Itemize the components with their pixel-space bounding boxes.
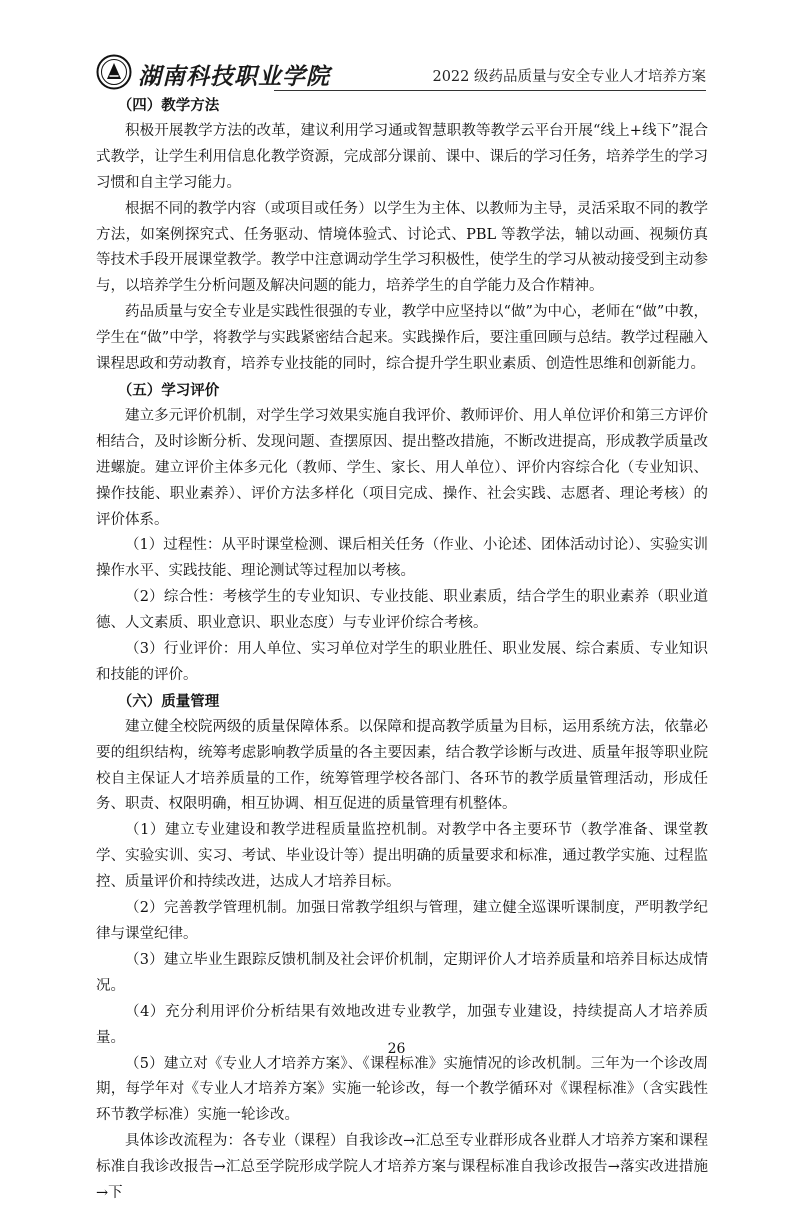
header-divider: [274, 90, 706, 91]
paragraph: 药品质量与安全专业是实践性很强的专业，教学中应坚持以“做”为中心，老师在“做”中教，学生在“做”中学，将教学与实践紧密结合起来。实践操作后，要注重回顾与总结。教学过程融入课程思政和劳动教育，培养专业技能的同时，综合提升学生职业素质、创造性思维和创新能力。: [96, 304, 708, 373]
college-logo-icon: [96, 54, 132, 90]
section-heading-learning-evaluation: （五）学习评价: [117, 381, 220, 399]
section-heading-teaching-methods: （四）教学方法: [117, 97, 220, 114]
document-title: 2022 级药品质量与安全专业人才培养方案: [432, 69, 706, 85]
paragraph: （3）行业评价：用人单位、实习单位对学生的职业胜任、职业发展、综合素质、专业知识和技能的评价。: [96, 641, 708, 683]
page-body: [96, 93, 708, 1207]
paragraph: 积极开展教学方法的改革，建议利用学习通或智慧职教等教学云平台开展“线上+线下”混合式教学，让学生利用信息化教学资源，完成部分课前、课中、课后的学习任务，培养学生的学习习惯和自主学习能力。: [96, 122, 708, 191]
paragraph: （1）过程性：从平时课堂检测、课后相关任务（作业、小论述、团体活动讨论）、实验实训操作水平、实践技能、理论测试等过程加以考核。: [96, 537, 708, 580]
paragraph: （4）充分利用评价分析结果有效地改进专业教学，加强专业建设，持续提高人才培养质量。: [96, 1003, 708, 1046]
paragraph: 建立多元评价机制，对学生学习效果实施自我评价、教师评价、用人单位评价和第三方评价相结合，及时诊断分析、发现问题、查摆原因、提出整改措施，不断改进提高，形成教学质量改进螺旋。建立评价主体多元化（教师、学生、家长、用人单位）、评价内容综合化（专业知识、操作技能、职业素养）、评价方法多样化（项目完成、操作、社会实践、志愿者、理论考核）的评价体系。: [96, 407, 708, 528]
paragraph: （3）建立毕业生跟踪反馈机制及社会评价机制，定期评价人才培养质量和培养目标达成情况。: [96, 951, 708, 994]
page-header: [96, 54, 706, 94]
paragraph: 根据不同的教学内容（或项目或任务）以学生为主体、以教师为主导，灵活采取不同的教学方法，如案例探究式、任务驱动、情境体验式、讨论式、PBL 等教学法，辅以动画、视频仿真等技术手段开展课堂教学。教学中注意调动学生学习积极性，使学生的学习从被动接受到主动参与，以培养学生分析问题及解决问题的能力，培养学生的自学能力及合作精神。: [96, 200, 708, 295]
paragraph: 具体诊改流程为：各专业（课程）自我诊改→汇总至专业群形成各业群人才培养方案和课程标准自我诊改报告→汇总至学院形成学院人才培养方案与课程标准自我诊改报告→落实改进措施→下: [96, 1133, 708, 1202]
paragraph: （2）完善教学管理机制。加强日常教学组织与管理，建立健全巡课听课制度，严明教学纪律与课堂纪律。: [96, 900, 708, 942]
section-heading-quality-management: （六）质量管理: [117, 692, 220, 710]
paragraph: 建立健全校院两级的质量保障体系。以保障和提高教学质量为目标，运用系统方法，依靠必要的组织结构，统筹考虑影响教学质量的各主要因素，结合教学诊断与改进、质量年报等职业院校自主保证人才培养质量的工作，统筹管理学校各部门、各环节的教学质量管理活动，形成任务、职责、权限明确，相互协调、相互促进的质量管理有机整体。: [96, 718, 708, 813]
paragraph: （2）综合性：考核学生的专业知识、专业技能、职业素质，结合学生的职业素养（职业道德、人文素质、职业意识、职业态度）与专业评价综合考核。: [96, 589, 708, 632]
college-name-logo: 湖南科技职业学院: [138, 63, 330, 90]
page-number: 26: [387, 1041, 406, 1057]
paragraph: （5）建立对《专业人才培养方案》、《课程标准》实施情况的诊改机制。三年为一个诊改周期，每学年对《专业人才培养方案》实施一轮诊改，每一个教学循环对《课程标准》（含实践性环节教学标准）实施一轮诊改。: [96, 1055, 708, 1124]
paragraph: （1）建立专业建设和教学进程质量监控机制。对教学中各主要环节（教学准备、课堂教学、实验实训、实习、考试、毕业设计等）提出明确的质量要求和标准，通过教学实施、过程监控、质量评价和持续改进，达成人才培养目标。: [96, 822, 708, 891]
